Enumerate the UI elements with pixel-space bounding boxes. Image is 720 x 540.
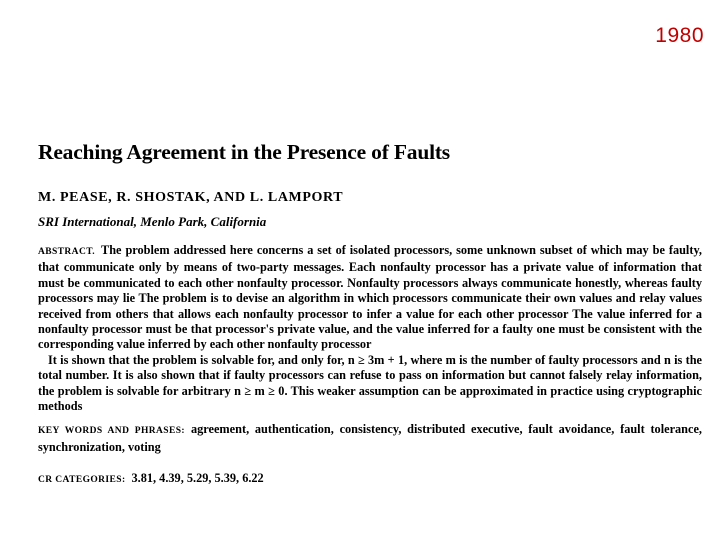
year-label: 1980 [655, 24, 704, 47]
cr-categories [38, 471, 702, 488]
categories-label: CR CATEGORIES: [38, 475, 126, 486]
keywords-text: agreement, authentication, consistency, distributed executive, fault avoidance, fault tolerance, synchronization, voting [38, 422, 703, 454]
abstract-label: ABSTRACT. [38, 247, 96, 257]
abstract [38, 243, 702, 414]
paper-title: Reaching Agreement in the Presence of Faults [38, 140, 450, 164]
categories-text: 3.81, 4.39, 5.29, 5.39, 6.22 [131, 471, 264, 486]
keywords-label: KEY WORDS AND PHRASES: [38, 426, 185, 437]
paper-authors: M. PEASE, R. SHOSTAK, AND L. LAMPORT [38, 190, 344, 205]
abstract-text-1: The problem addressed here concerns a set of isolated processors, some unknown subset of which may be faulty, that communicate only by means of two-party messages. Each nonfaulty processor has a private value of information that must be communicated to each other nonfaulty processor. Nonfaulty processors always communicate honestly, whereas faulty processors may lie The problem is to devise an algorithm in which processors communicate their own values and relay values received from others that allows each nonfaulty processor to infer a value for each other processor The value inferred for a nonfaulty processor must be that processor's private value, and the value inferred for a faulty one must be consistent with the corresponding value inferred by each other nonfaulty processor [38, 243, 702, 352]
keywords [38, 422, 702, 455]
paper-excerpt [38, 138, 702, 489]
abstract-paragraph-1 [38, 243, 702, 353]
paper-affiliation: SRI International, Menlo Park, California [38, 214, 267, 229]
abstract-paragraph-2: It is shown that the problem is solvable for, and only for, n ≥ 3m + 1, where m is the number of faulty processors and n is the total number. It is also shown that if faulty processors can refuse to pass on information but cannot falsely relay information, the problem is solvable for arbitrary n ≥ m ≥ 0. This weaker assumption can be approximated in practice using cryptographic methods [38, 352, 702, 414]
